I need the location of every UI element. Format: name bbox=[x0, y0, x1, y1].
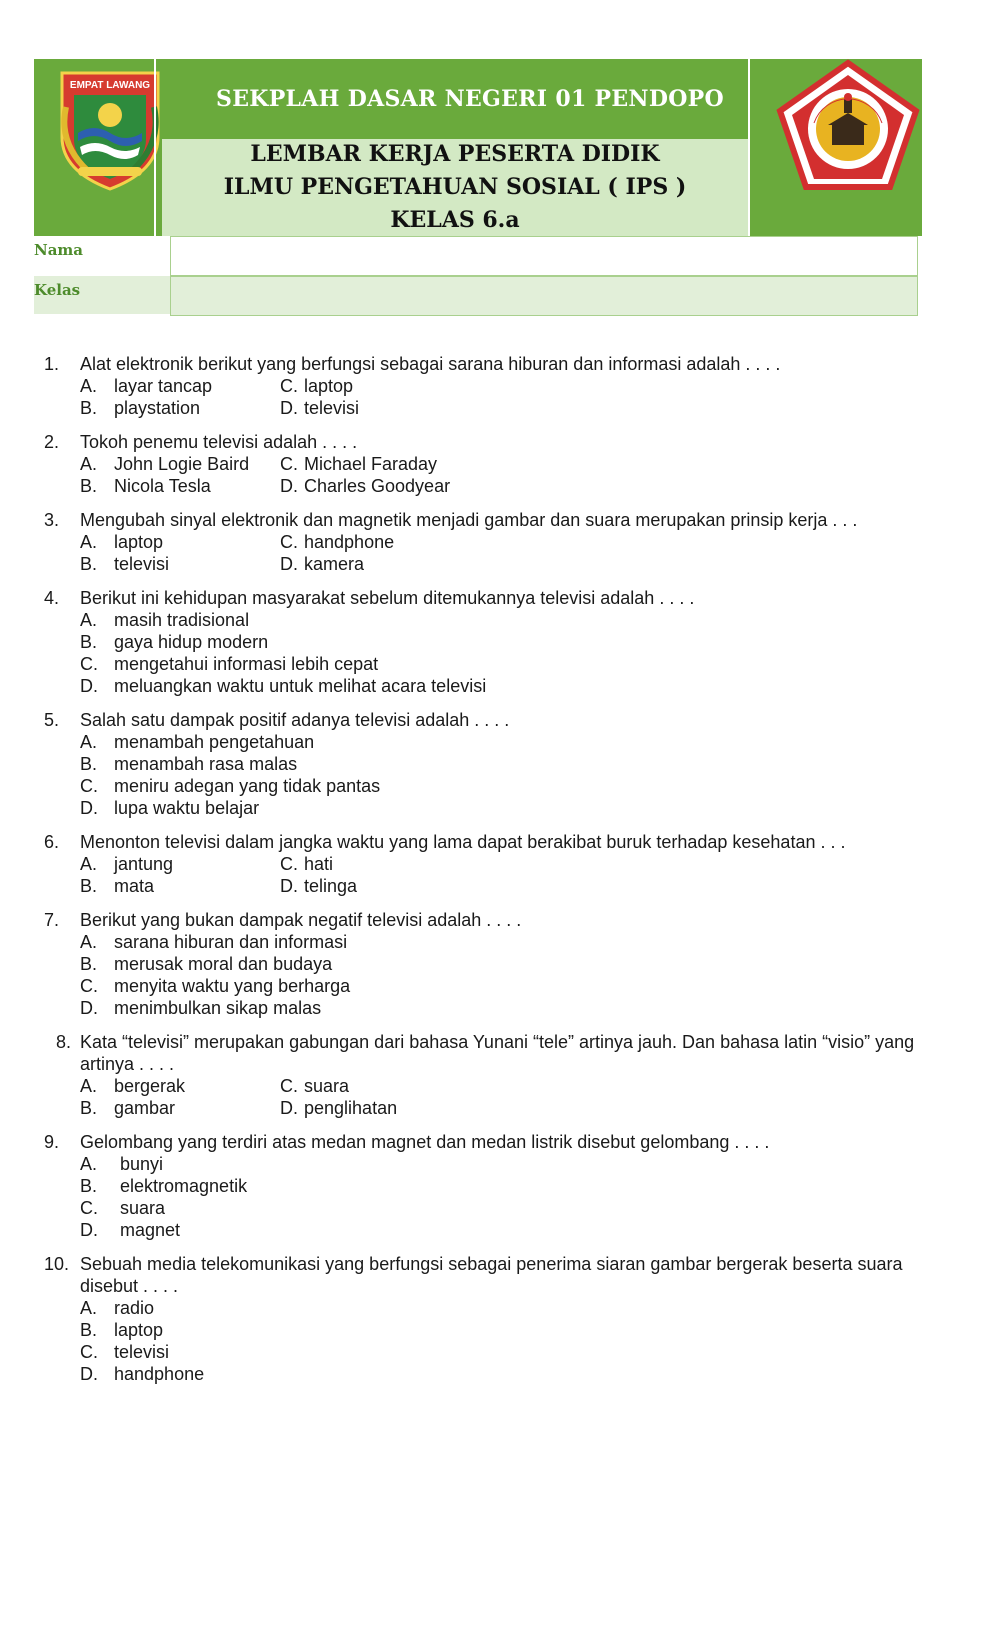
answer-option[interactable] bbox=[80, 1153, 680, 1175]
answer-option[interactable] bbox=[80, 731, 680, 753]
option-text: meluangkan waktu untuk melihat acara televisi bbox=[114, 676, 487, 696]
option-text: suara bbox=[304, 1076, 350, 1096]
question-number: 3. bbox=[44, 510, 60, 530]
answer-option[interactable] bbox=[80, 931, 680, 953]
worksheet-title-box bbox=[162, 139, 748, 236]
answer-options bbox=[80, 375, 944, 419]
option-text: gaya hidup modern bbox=[114, 632, 269, 652]
question-number: 4. bbox=[44, 588, 60, 608]
option-text: bergerak bbox=[114, 1076, 186, 1096]
answer-option[interactable] bbox=[80, 1075, 280, 1097]
question-item bbox=[44, 509, 944, 575]
option-letter: B. bbox=[80, 632, 98, 652]
option-letter: D. bbox=[80, 1364, 98, 1384]
option-text: menambah rasa malas bbox=[114, 754, 298, 774]
answer-option[interactable] bbox=[80, 531, 280, 553]
option-letter: A. bbox=[80, 454, 98, 474]
question-text: Sebuah media telekomunikasi yang berfungsi sebagai penerima siaran gambar bergerak beserta suara disebut . . . . bbox=[80, 1254, 903, 1296]
option-row bbox=[80, 997, 944, 1019]
question-number: 7. bbox=[44, 910, 60, 930]
name-label: Nama bbox=[34, 236, 170, 274]
option-text: layar tancap bbox=[114, 376, 213, 396]
answer-option[interactable] bbox=[80, 975, 680, 997]
option-text: televisi bbox=[114, 1342, 170, 1362]
question-stem bbox=[44, 353, 944, 375]
question-item bbox=[44, 909, 944, 1019]
class-row bbox=[34, 276, 918, 316]
answer-options bbox=[80, 853, 944, 897]
option-text: Charles Goodyear bbox=[304, 476, 451, 496]
option-letter: B. bbox=[80, 954, 98, 974]
option-row bbox=[80, 797, 944, 819]
option-text: lupa waktu belajar bbox=[114, 798, 260, 818]
question-number: 5. bbox=[44, 710, 60, 730]
option-letter: D. bbox=[280, 476, 298, 496]
option-row bbox=[80, 1075, 944, 1097]
option-letter: B. bbox=[80, 1320, 98, 1340]
option-row bbox=[80, 531, 944, 553]
answer-option[interactable] bbox=[80, 609, 680, 631]
answer-option[interactable] bbox=[80, 875, 280, 897]
answer-option[interactable] bbox=[280, 875, 480, 897]
answer-option[interactable] bbox=[80, 753, 680, 775]
option-text: suara bbox=[120, 1198, 166, 1218]
option-text: menambah pengetahuan bbox=[114, 732, 315, 752]
emblem-caption: EMPAT LAWANG bbox=[69, 80, 151, 91]
option-letter: D. bbox=[80, 676, 98, 696]
answer-option[interactable] bbox=[280, 1075, 480, 1097]
option-row bbox=[80, 375, 944, 397]
answer-option[interactable] bbox=[80, 397, 280, 419]
question-number: 9. bbox=[44, 1132, 60, 1152]
option-row bbox=[80, 553, 944, 575]
name-row bbox=[34, 236, 918, 276]
answer-options bbox=[80, 1297, 944, 1385]
option-letter: C. bbox=[280, 376, 298, 396]
option-row bbox=[80, 1097, 944, 1119]
option-letter: D. bbox=[280, 554, 298, 574]
answer-option[interactable] bbox=[80, 953, 680, 975]
school-name: SEKPLAH DASAR NEGERI 01 PENDOPO bbox=[216, 86, 724, 112]
option-letter: A. bbox=[80, 610, 98, 630]
question-text: Kata “televisi” merupakan gabungan dari bahasa Yunani “tele” artinya jauh. Dan bahasa latin “visio” yang artinya . . . . bbox=[80, 1032, 915, 1074]
class-label: Kelas bbox=[34, 276, 170, 314]
answer-option[interactable] bbox=[280, 475, 480, 497]
option-row bbox=[80, 1175, 944, 1197]
option-row bbox=[80, 1197, 944, 1219]
option-letter: C. bbox=[80, 776, 98, 796]
question-stem bbox=[44, 1253, 944, 1297]
question-text: Menonton televisi dalam jangka waktu yang lama dapat berakibat buruk terhadap kesehatan . . . bbox=[80, 832, 846, 852]
option-letter: C. bbox=[280, 854, 298, 874]
option-text: menimbulkan sikap malas bbox=[114, 998, 322, 1018]
answer-options bbox=[80, 1075, 944, 1119]
option-letter: C. bbox=[280, 454, 298, 474]
answer-option[interactable] bbox=[280, 531, 480, 553]
title-line-3: KELAS 6.a bbox=[390, 207, 520, 233]
answer-option[interactable] bbox=[80, 553, 280, 575]
student-info-form bbox=[34, 236, 918, 316]
answer-option[interactable] bbox=[80, 375, 280, 397]
option-row bbox=[80, 853, 944, 875]
option-row bbox=[80, 731, 944, 753]
answer-option[interactable] bbox=[80, 653, 680, 675]
option-text: penglihatan bbox=[304, 1098, 398, 1118]
question-text: Salah satu dampak positif adanya televisi adalah . . . . bbox=[80, 710, 510, 730]
option-letter: A. bbox=[80, 732, 98, 752]
question-number: 2. bbox=[44, 432, 60, 452]
question-item bbox=[44, 431, 944, 497]
option-letter: C. bbox=[80, 654, 98, 674]
question-item bbox=[44, 1253, 944, 1385]
option-letter: A. bbox=[80, 1076, 98, 1096]
answer-option[interactable] bbox=[280, 397, 480, 419]
answer-option[interactable] bbox=[80, 475, 280, 497]
answer-option[interactable] bbox=[80, 1219, 680, 1241]
option-row bbox=[80, 453, 944, 475]
question-text: Berikut yang bukan dampak negatif televisi adalah . . . . bbox=[80, 910, 522, 930]
option-row bbox=[80, 931, 944, 953]
question-item bbox=[44, 831, 944, 897]
question-item bbox=[44, 1131, 944, 1241]
question-stem bbox=[44, 431, 944, 453]
option-row bbox=[80, 1341, 944, 1363]
option-text: handphone bbox=[114, 1364, 205, 1384]
option-row bbox=[80, 1297, 944, 1319]
answer-option[interactable] bbox=[80, 997, 680, 1019]
option-row bbox=[80, 1219, 944, 1241]
option-text: mata bbox=[114, 876, 155, 896]
question-list bbox=[44, 353, 944, 1397]
option-letter: D. bbox=[280, 398, 298, 418]
option-row bbox=[80, 953, 944, 975]
name-input[interactable] bbox=[170, 236, 918, 276]
answer-options bbox=[80, 609, 944, 697]
question-item bbox=[44, 353, 944, 419]
question-stem bbox=[44, 1031, 944, 1075]
option-text: jantung bbox=[114, 854, 174, 874]
answer-option[interactable] bbox=[80, 1297, 680, 1319]
header-divider bbox=[154, 59, 156, 236]
question-stem bbox=[44, 1131, 944, 1153]
option-text: magnet bbox=[120, 1220, 181, 1240]
option-letter: A. bbox=[80, 532, 98, 552]
question-number: 1. bbox=[44, 354, 60, 374]
question-text: Gelombang yang terdiri atas medan magnet dan medan listrik disebut gelombang . . . . bbox=[80, 1132, 770, 1152]
option-text: laptop bbox=[114, 1320, 164, 1340]
question-stem bbox=[44, 831, 944, 853]
option-text: meniru adegan yang tidak pantas bbox=[114, 776, 381, 796]
option-text: bunyi bbox=[120, 1154, 164, 1174]
option-row bbox=[80, 875, 944, 897]
answer-option[interactable] bbox=[80, 1319, 680, 1341]
answer-option[interactable] bbox=[80, 1341, 680, 1363]
option-text: televisi bbox=[304, 398, 360, 418]
option-text: gambar bbox=[114, 1098, 176, 1118]
option-letter: A. bbox=[80, 1298, 98, 1318]
option-letter: C. bbox=[80, 1198, 98, 1218]
answer-option[interactable] bbox=[80, 631, 680, 653]
option-letter: D. bbox=[80, 998, 98, 1018]
answer-option[interactable] bbox=[280, 553, 480, 575]
option-text: hati bbox=[304, 854, 334, 874]
answer-option[interactable] bbox=[80, 775, 680, 797]
option-text: Nicola Tesla bbox=[114, 476, 211, 496]
option-letter: B. bbox=[80, 876, 98, 896]
option-letter: B. bbox=[80, 476, 98, 496]
option-text: laptop bbox=[114, 532, 164, 552]
option-row bbox=[80, 475, 944, 497]
option-row bbox=[80, 1363, 944, 1385]
option-row bbox=[80, 397, 944, 419]
option-text: kamera bbox=[304, 554, 365, 574]
option-letter: B. bbox=[80, 398, 98, 418]
option-letter: C. bbox=[80, 976, 98, 996]
question-stem bbox=[44, 509, 944, 531]
question-stem bbox=[44, 709, 944, 731]
option-letter: D. bbox=[280, 1098, 298, 1118]
option-text: televisi bbox=[114, 554, 170, 574]
option-text: telinga bbox=[304, 876, 358, 896]
option-row bbox=[80, 975, 944, 997]
answer-option[interactable] bbox=[280, 853, 480, 875]
answer-option[interactable] bbox=[80, 453, 280, 475]
question-text: Tokoh penemu televisi adalah . . . . bbox=[80, 432, 358, 452]
question-item bbox=[44, 587, 944, 697]
option-letter: B. bbox=[80, 554, 98, 574]
answer-options bbox=[80, 453, 944, 497]
title-line-1: LEMBAR KERJA PESERTA DIDIK bbox=[250, 141, 660, 167]
question-item bbox=[44, 1031, 944, 1119]
answer-option[interactable] bbox=[80, 1175, 680, 1197]
option-text: elektromagnetik bbox=[120, 1176, 248, 1196]
answer-option[interactable] bbox=[280, 453, 480, 475]
question-number: 8. bbox=[56, 1032, 72, 1052]
answer-option[interactable] bbox=[80, 797, 680, 819]
answer-options bbox=[80, 531, 944, 575]
option-text: John Logie Baird bbox=[114, 454, 250, 474]
option-letter: A. bbox=[80, 1154, 98, 1174]
title-line-2: ILMU PENGETAHUAN SOSIAL ( IPS ) bbox=[223, 174, 687, 200]
answer-option[interactable] bbox=[80, 1197, 680, 1219]
option-letter: C. bbox=[80, 1342, 98, 1362]
header-divider bbox=[748, 59, 750, 236]
option-row bbox=[80, 753, 944, 775]
question-text: Berikut ini kehidupan masyarakat sebelum ditemukannya televisi adalah . . . . bbox=[80, 588, 695, 608]
option-row bbox=[80, 775, 944, 797]
question-item bbox=[44, 709, 944, 819]
option-letter: A. bbox=[80, 854, 98, 874]
option-text: menyita waktu yang berharga bbox=[114, 976, 351, 996]
option-text: sarana hiburan dan informasi bbox=[114, 932, 348, 952]
option-letter: B. bbox=[80, 754, 98, 774]
option-row bbox=[80, 653, 944, 675]
option-text: merusak moral dan budaya bbox=[114, 954, 333, 974]
school-seal-icon bbox=[774, 59, 922, 194]
option-text: Michael Faraday bbox=[304, 454, 438, 474]
option-text: laptop bbox=[304, 376, 354, 396]
question-number: 10. bbox=[44, 1254, 70, 1274]
question-text: Mengubah sinyal elektronik dan magnetik menjadi gambar dan suara merupakan prinsip kerja . . . bbox=[80, 510, 858, 530]
option-row bbox=[80, 609, 944, 631]
answer-option[interactable] bbox=[80, 675, 680, 697]
option-letter: B. bbox=[80, 1176, 98, 1196]
class-input[interactable] bbox=[170, 276, 918, 316]
option-letter: C. bbox=[280, 532, 298, 552]
option-row bbox=[80, 1319, 944, 1341]
option-row bbox=[80, 675, 944, 697]
answer-option[interactable] bbox=[280, 375, 480, 397]
answer-option[interactable] bbox=[280, 1097, 480, 1119]
option-text: playstation bbox=[114, 398, 201, 418]
option-row bbox=[80, 1153, 944, 1175]
question-stem bbox=[44, 587, 944, 609]
option-letter: D. bbox=[280, 876, 298, 896]
answer-option[interactable] bbox=[80, 1097, 280, 1119]
question-number: 6. bbox=[44, 832, 60, 852]
option-text: mengetahui informasi lebih cepat bbox=[114, 654, 379, 674]
option-letter: A. bbox=[80, 932, 98, 952]
option-row bbox=[80, 631, 944, 653]
answer-options bbox=[80, 731, 944, 819]
option-text: radio bbox=[114, 1298, 155, 1318]
option-letter: B. bbox=[80, 1098, 98, 1118]
answer-options bbox=[80, 931, 944, 1019]
answer-options bbox=[80, 1153, 944, 1241]
option-text: handphone bbox=[304, 532, 395, 552]
answer-option[interactable] bbox=[80, 853, 280, 875]
option-letter: D. bbox=[80, 1220, 98, 1240]
option-letter: A. bbox=[80, 376, 98, 396]
option-text: masih tradisional bbox=[114, 610, 250, 630]
worksheet-header bbox=[34, 59, 922, 236]
option-letter: C. bbox=[280, 1076, 298, 1096]
answer-option[interactable] bbox=[80, 1363, 680, 1385]
question-text: Alat elektronik berikut yang berfungsi sebagai sarana hiburan dan informasi adalah . . . . bbox=[80, 354, 781, 374]
option-letter: D. bbox=[80, 798, 98, 818]
question-stem bbox=[44, 909, 944, 931]
